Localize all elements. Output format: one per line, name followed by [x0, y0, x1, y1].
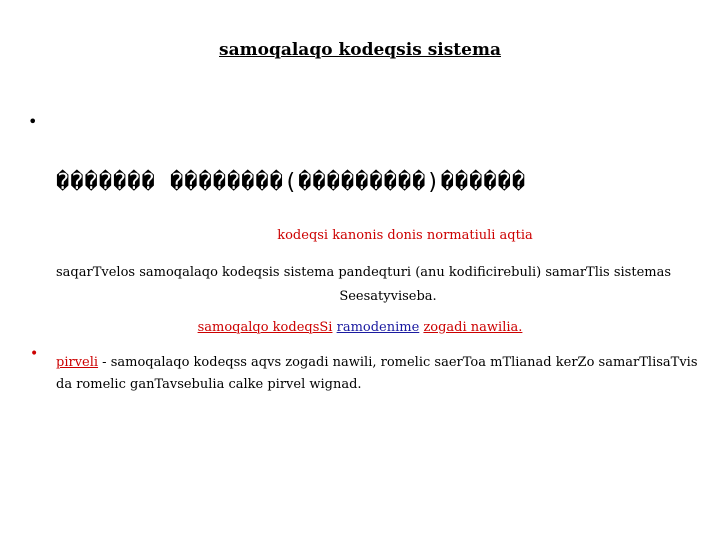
code-parts-heading	[0, 320, 720, 335]
system-paragraph-line: saqarTvelos samoqalaqo kodeqsis sistema pandeqturi (anu kodificirebuli) samarTlis sistemas	[56, 265, 672, 280]
garbled-line: ������� ��������(���������)������	[56, 170, 527, 195]
first-part-paragraph	[56, 352, 706, 396]
code-parts-heading-part: zogadi nawilia.	[423, 320, 523, 335]
first-part-lead: pirveli	[56, 355, 99, 370]
first-part-text: - samoqalaqo kodeqss aqvs zogadi nawili, romelic saerToa mTlianad kerZo samarTlisaTvis da romelic ganTavsebulia calke pirvel wignad.	[56, 355, 698, 392]
bullet-dot: •	[30, 346, 39, 362]
code-parts-heading-part: samoqalqo kodeqsSi	[197, 320, 333, 335]
system-paragraph	[56, 262, 720, 308]
bullet-dot: •	[28, 112, 38, 131]
code-parts-heading-part: ramodenime	[336, 320, 420, 335]
system-paragraph-line: Seesatyviseba.	[339, 289, 437, 304]
kanoni-statement: kodeqsi kanonis donis normatiuli aqtia	[277, 228, 533, 243]
slide-title: samoqalaqo kodeqsis sistema	[219, 40, 501, 60]
